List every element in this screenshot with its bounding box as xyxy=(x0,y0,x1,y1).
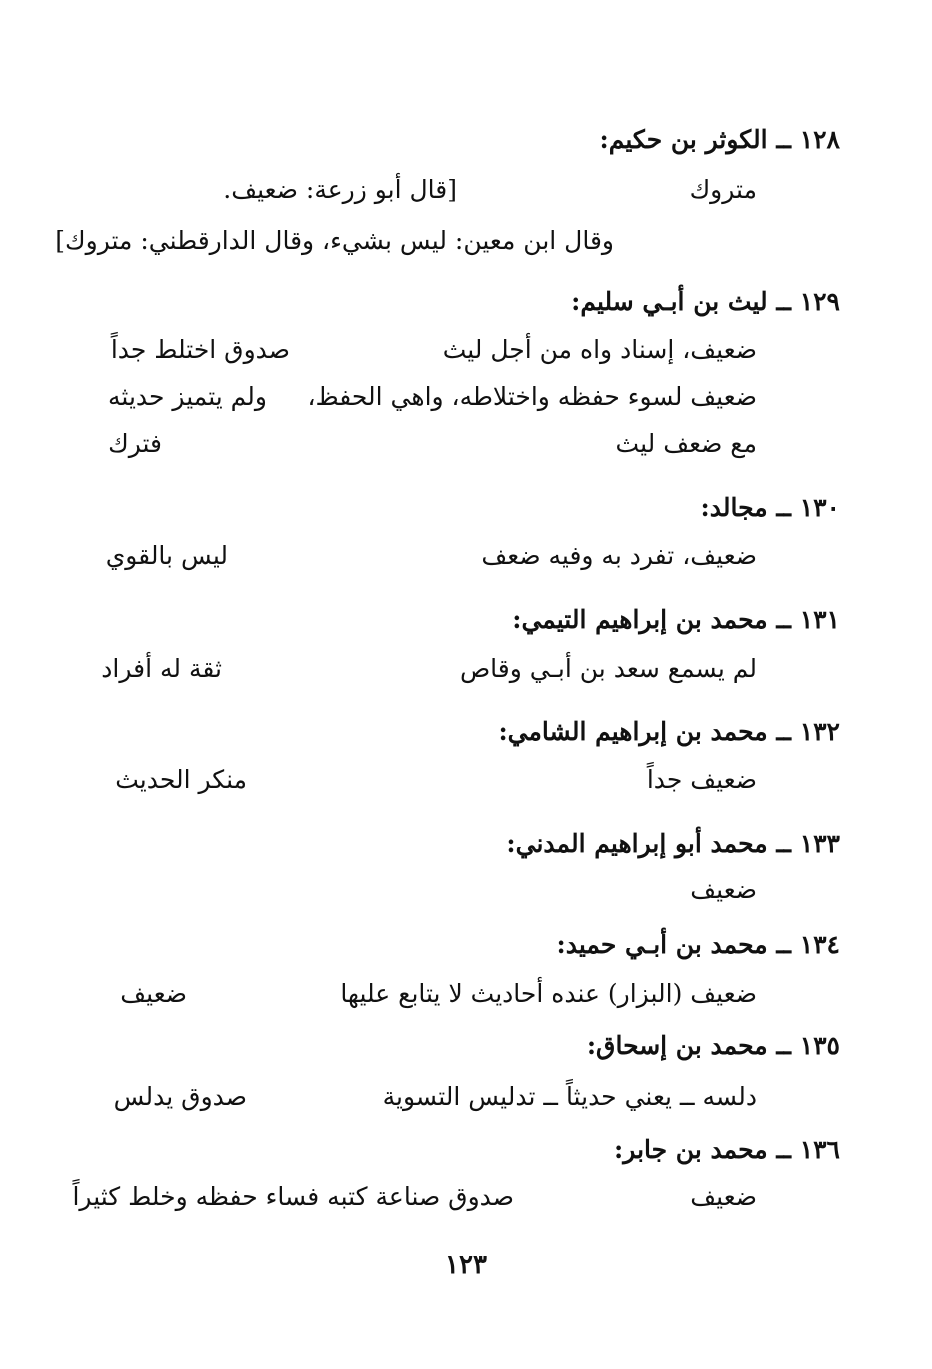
entry-heading-133 xyxy=(506,828,840,860)
entry-dash: ــ xyxy=(776,1031,791,1060)
entry-dash: ــ xyxy=(776,493,791,522)
grading-left: منكر الحديث xyxy=(115,765,247,794)
entry-dash: ــ xyxy=(776,605,791,634)
entry-number: ١٣٣ xyxy=(799,829,840,858)
grading-left: صدوق صناعة كتبه فساء حفظه وخلط كثيراً xyxy=(72,1182,514,1211)
entry-name: مجالد: xyxy=(700,493,768,522)
entry-dash: ــ xyxy=(776,717,791,746)
entry-dash: ــ xyxy=(776,125,791,154)
entry-number: ١٣٤ xyxy=(799,930,840,959)
entry-number: ١٣٦ xyxy=(799,1135,840,1164)
entry-dash: ــ xyxy=(776,930,791,959)
entry-number: ١٣٥ xyxy=(799,1031,840,1060)
grading-left: ولم يتميز حديثه xyxy=(108,382,267,411)
grading-right: ضعيف، إسناد واه من أجل ليث xyxy=(442,335,757,364)
grading-left: [قال أبو زرعة: ضعيف. xyxy=(223,175,457,204)
grading-left: ثقة له أفراد xyxy=(101,654,222,683)
entry-dash: ــ xyxy=(776,287,791,316)
grading-left: ليس بالقوي xyxy=(105,541,228,570)
entry-heading-129 xyxy=(571,286,840,318)
grading-right: ضعيف لسوء حفظه واختلاطه، واهي الحفظ، xyxy=(307,382,757,411)
grading-right: دلسه ــ يعني حديثاً ــ تدليس التسوية xyxy=(382,1082,757,1111)
entry-heading-131 xyxy=(512,604,840,636)
entry-number: ١٣٢ xyxy=(799,717,840,746)
entry-heading-136 xyxy=(614,1134,840,1166)
grading-right: لم يسمع سعد بن أبـي وقاص xyxy=(459,654,757,683)
entry-name: ليث بن أبـي سليم: xyxy=(571,287,768,316)
entry-dash: ــ xyxy=(776,1135,791,1164)
grading-right: ضعيف (البزار) عنده أحاديث لا يتابع عليها xyxy=(340,979,757,1008)
grading-right: ضعيف xyxy=(690,1182,757,1211)
grading-right: متروك xyxy=(689,175,757,204)
grading-left: صدوق يدلس xyxy=(113,1082,247,1111)
entry-name: محمد بن إبراهيم التيمي: xyxy=(512,605,768,634)
grading-left: وقال ابن معين: ليس بشيء، وقال الدارقطني: متروك] xyxy=(55,226,614,255)
entry-heading-132 xyxy=(498,716,840,748)
page-number: ١٢٣ xyxy=(445,1250,487,1280)
entry-heading-134 xyxy=(557,929,840,961)
entry-name: محمد بن أبـي حميد: xyxy=(556,930,768,959)
entry-number: ١٢٩ xyxy=(799,287,840,316)
entry-number: ١٣١ xyxy=(799,605,840,634)
entry-dash: ــ xyxy=(776,829,791,858)
grading-right: مع ضعف ليث xyxy=(615,429,757,458)
grading-left: فترك xyxy=(108,429,162,458)
grading-right: ضعيف xyxy=(690,875,757,904)
grading-left: صدوق اختلط جداً xyxy=(110,335,290,364)
entry-number: ١٣٠ xyxy=(799,493,840,522)
entry-name: محمد بن جابر: xyxy=(614,1135,768,1164)
grading-left: ضعيف xyxy=(120,979,187,1008)
entry-name: محمد بن إبراهيم الشامي: xyxy=(498,717,768,746)
entry-name: محمد أبو إبراهيم المدني: xyxy=(506,829,768,858)
entry-heading-128 xyxy=(600,124,841,156)
entry-heading-130 xyxy=(700,492,840,524)
grading-right: ضعيف جداً xyxy=(646,765,757,794)
entry-name: الكوثر بن حكيم: xyxy=(599,125,768,154)
entry-number: ١٢٨ xyxy=(799,125,840,154)
entry-heading-135 xyxy=(587,1030,840,1062)
grading-right: ضعيف، تفرد به وفيه ضعف xyxy=(481,541,757,570)
entry-name: محمد بن إسحاق: xyxy=(586,1031,768,1060)
